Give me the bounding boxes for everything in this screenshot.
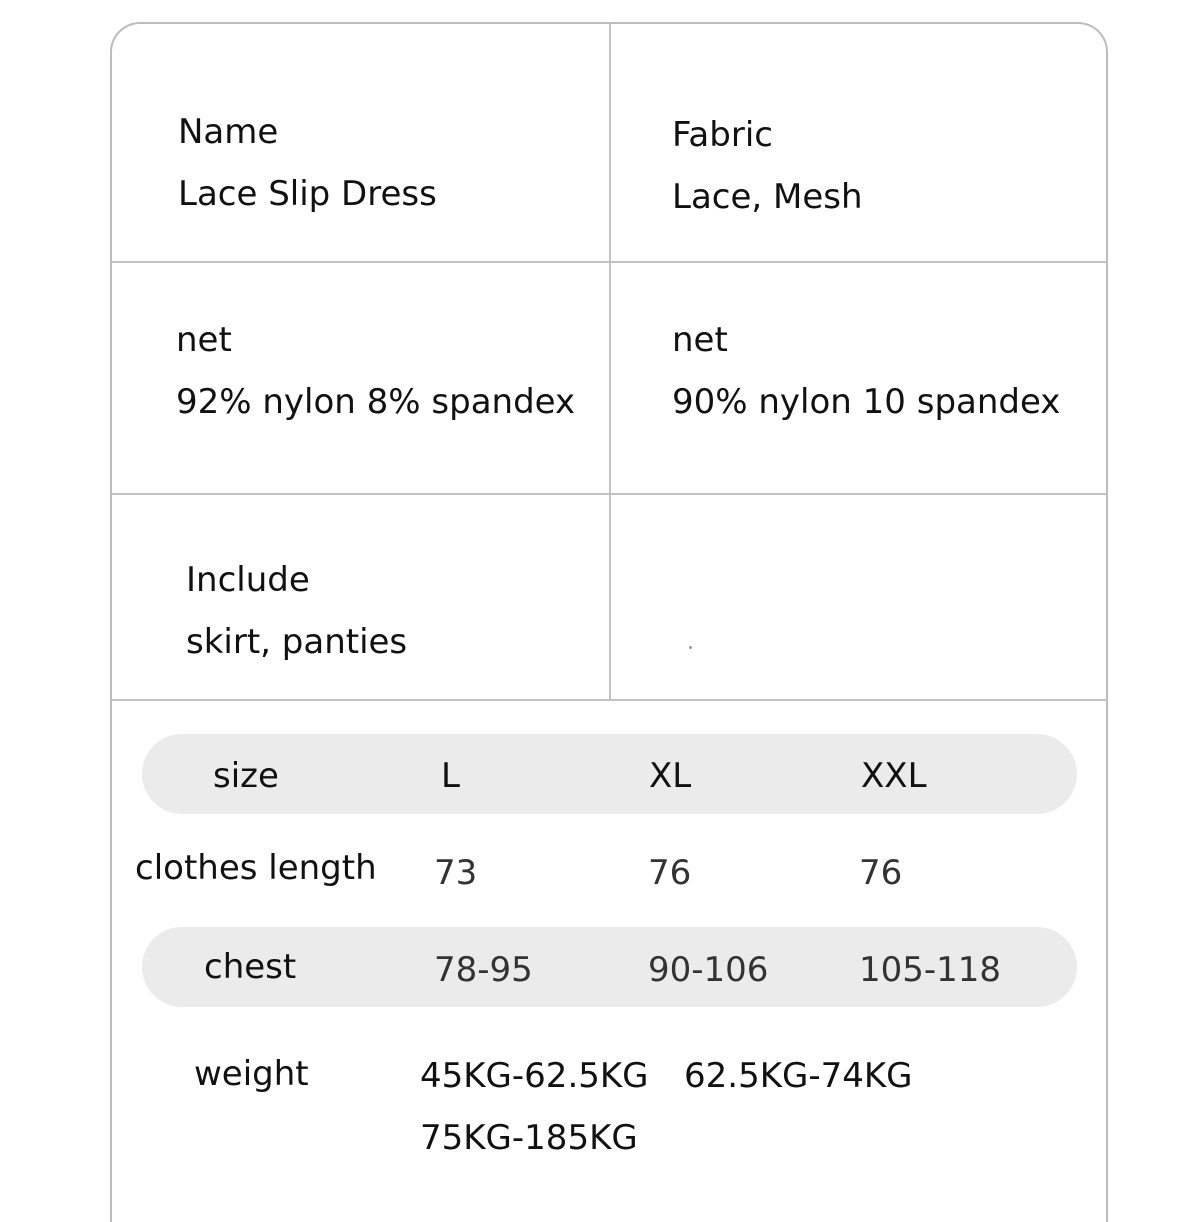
chest-label: chest bbox=[204, 947, 297, 987]
clothes-length-label: clothes length bbox=[135, 848, 377, 888]
weight-label: weight bbox=[194, 1054, 309, 1094]
clothes-length-xl: 76 bbox=[648, 853, 692, 893]
net-left-value: 92% nylon 8% spandex bbox=[176, 382, 576, 422]
fabric-label: Fabric bbox=[672, 115, 773, 155]
net-right-value: 90% nylon 10 spandex bbox=[672, 382, 1061, 422]
name-cell bbox=[178, 101, 437, 225]
size-col-xl: XL bbox=[649, 756, 692, 796]
weight-xl: 62.5KG-74KG bbox=[684, 1056, 913, 1096]
chest-xxl: 105-118 bbox=[859, 950, 1002, 990]
column-divider bbox=[609, 22, 611, 700]
weight-xxl: 75KG-185KG bbox=[420, 1118, 638, 1158]
size-col-xxl: XXL bbox=[861, 756, 927, 796]
include-value: skirt, panties bbox=[186, 622, 408, 662]
name-label: Name bbox=[178, 112, 279, 152]
name-value: Lace Slip Dress bbox=[178, 174, 437, 214]
stray-dot bbox=[689, 646, 692, 649]
net-right-label: net bbox=[672, 320, 728, 360]
size-header-label: size bbox=[213, 756, 279, 796]
net-left-cell bbox=[176, 309, 575, 433]
include-cell bbox=[186, 549, 407, 673]
fabric-cell bbox=[672, 104, 863, 228]
weight-l: 45KG-62.5KG bbox=[420, 1056, 649, 1096]
clothes-length-xxl: 76 bbox=[859, 853, 903, 893]
clothes-length-l: 73 bbox=[434, 853, 478, 893]
chest-xl: 90-106 bbox=[648, 950, 769, 990]
size-col-l: L bbox=[441, 756, 460, 796]
fabric-value: Lace, Mesh bbox=[672, 177, 863, 217]
net-right-cell bbox=[672, 309, 1060, 433]
include-label: Include bbox=[186, 560, 310, 600]
header-band bbox=[142, 734, 1077, 814]
chest-l: 78-95 bbox=[434, 950, 533, 990]
net-left-label: net bbox=[176, 320, 232, 360]
